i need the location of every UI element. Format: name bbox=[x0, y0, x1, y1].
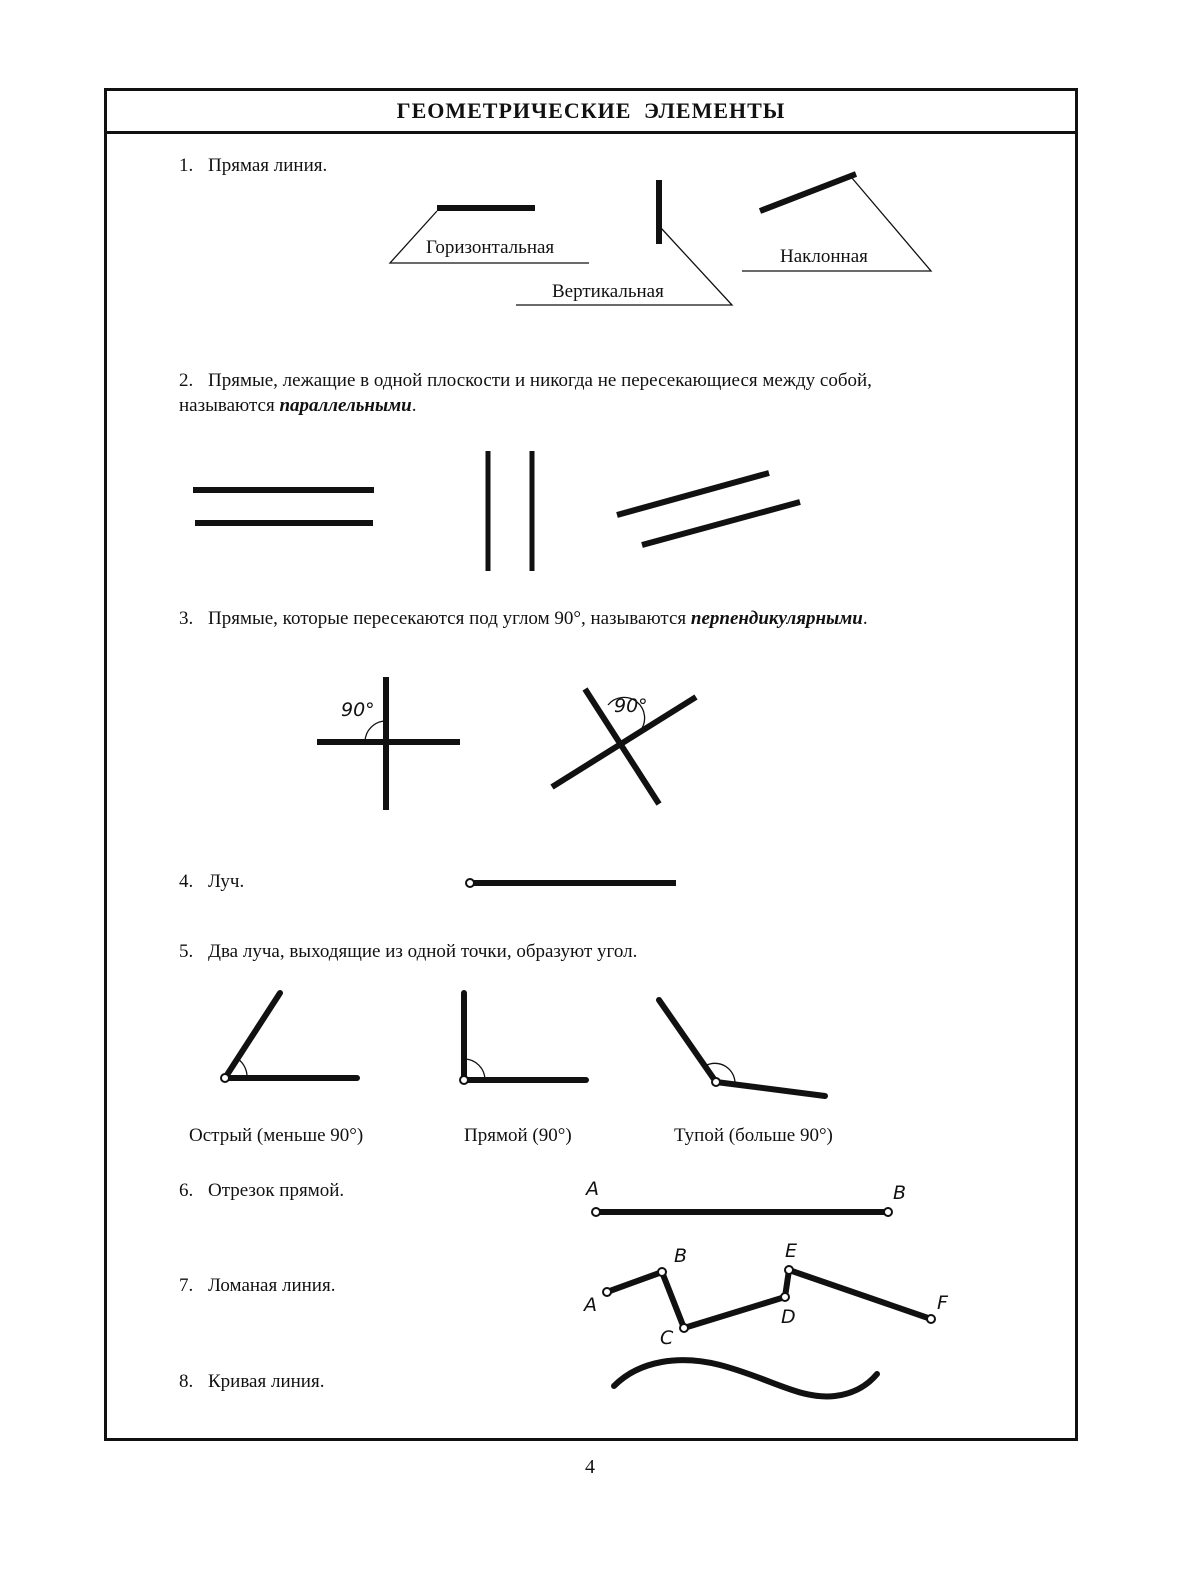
page-title: ГЕОМЕТРИЧЕСКИЕ ЭЛЕМЕНТЫ bbox=[396, 98, 786, 123]
label-right-angle: Прямой (90°) bbox=[464, 1125, 572, 1146]
segment-point-b: B bbox=[893, 1182, 907, 1204]
label-obtuse-angle: Тупой (больше 90°) bbox=[674, 1125, 833, 1146]
angle-label-90-a: 90° bbox=[341, 699, 375, 721]
polyline-point-f: F bbox=[937, 1292, 948, 1314]
section-2-text: 2. Прямые, лежащие в одной плоскости и никогда не пересекающиеся между собой, bbox=[179, 370, 872, 391]
section-2-text-line2: называются параллельными. bbox=[179, 395, 417, 416]
polyline-point-c: C bbox=[660, 1327, 674, 1349]
label-vertical: Вертикальная bbox=[552, 281, 664, 302]
polyline-point-b: B bbox=[674, 1245, 688, 1267]
polyline-point-d: D bbox=[781, 1306, 796, 1328]
label-horizontal: Горизонтальная bbox=[426, 237, 555, 258]
section-3-text: 3. Прямые, которые пересекаются под углом 90°, называются перпендикулярными. bbox=[179, 608, 868, 629]
label-inclined: Наклонная bbox=[780, 246, 868, 267]
term-parallel: параллельными bbox=[279, 395, 412, 416]
section-6-text: 6. Отрезок прямой. bbox=[179, 1180, 345, 1201]
section-4-text: 4. Луч. bbox=[179, 871, 245, 892]
section-7-text: 7. Ломаная линия. bbox=[179, 1275, 336, 1296]
angle-label-90-b: 90° bbox=[614, 695, 648, 717]
polyline-point-a: A bbox=[584, 1294, 597, 1316]
page-number: 4 bbox=[585, 1456, 595, 1478]
segment-point-a: A bbox=[586, 1178, 599, 1200]
title-bar bbox=[107, 91, 1075, 134]
polyline-point-e: E bbox=[785, 1240, 798, 1262]
section-5-text: 5. Два луча, выходящие из одной точки, образуют угол. bbox=[179, 941, 638, 962]
section-8-text: 8. Кривая линия. bbox=[179, 1371, 325, 1392]
term-perpendicular: перпендикулярными bbox=[690, 608, 863, 629]
label-acute-angle: Острый (меньше 90°) bbox=[189, 1125, 364, 1146]
section-1-heading: 1. Прямая линия. bbox=[179, 155, 328, 176]
